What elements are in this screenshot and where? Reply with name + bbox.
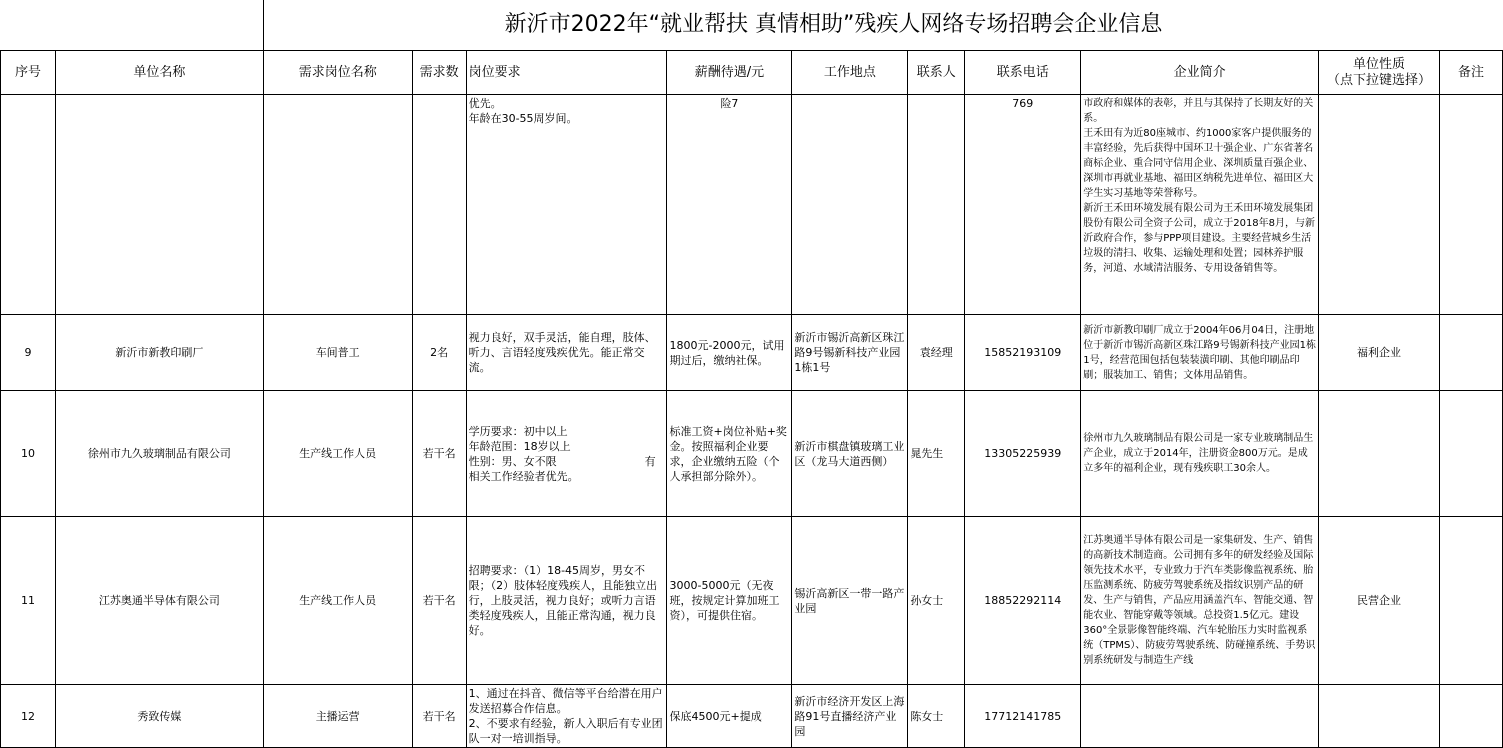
cell-nature[interactable]: 民营企业 bbox=[1319, 517, 1440, 685]
cell-company[interactable] bbox=[55, 95, 263, 315]
cell-requirements[interactable]: 视力良好，双手灵活，能自理，肢体、听力、言语轻度残疾优先。能正常交流。 bbox=[466, 315, 667, 391]
cell-contact[interactable]: 陈女士 bbox=[908, 685, 965, 748]
recruitment-table bbox=[0, 50, 1503, 748]
header-contact[interactable]: 联系人 bbox=[908, 51, 965, 95]
header-nature[interactable]: 单位性质 （点下拉键选择） bbox=[1319, 51, 1440, 95]
header-salary[interactable]: 薪酬待遇/元 bbox=[667, 51, 792, 95]
table-row bbox=[1, 95, 1503, 315]
cell-phone[interactable]: 15852193109 bbox=[965, 315, 1081, 391]
cell-intro[interactable]: 市政府和媒体的表彰，并且与其保持了长期友好的关系。 王禾田有为近80座城市、约1000家客户提供服务的丰富经验，先后获得中国环卫十强企业、广东省著名商标企业、重合同守信用企业、深圳质量百强企业、深圳市再就业基地、福田区纳税先进单位、福田区大学生实习基地等荣誉称号。 新沂王禾田环境发展有限公司为王禾田环境发展集团股份有限公司全资子公司，成立于2018年8月，与新沂政府合作，参与PPP项目建设。主要经营城乡生活垃圾的清扫、收集、运输处理和处置；园林养护服务，河道、水域清洁服务、专用设备销售等。 bbox=[1081, 95, 1319, 315]
cell-count[interactable]: 2名 bbox=[412, 315, 466, 391]
cell-salary[interactable]: 3000-5000元（无夜班，按规定计算加班工资），可提供住宿。 bbox=[667, 517, 792, 685]
cell-intro[interactable]: 徐州市九久玻璃制品有限公司是一家专业玻璃制品生产企业，成立于2014年，注册资金800万元。是成立多年的福利企业，现有残疾职工30余人。 bbox=[1081, 391, 1319, 517]
cell-position[interactable]: 主播运营 bbox=[263, 685, 412, 748]
table-row bbox=[1, 391, 1503, 517]
cell-count[interactable]: 若干名 bbox=[412, 391, 466, 517]
cell-location[interactable]: 新沂市锡沂高新区珠江路9号锡新科技产业园1栋1号 bbox=[792, 315, 908, 391]
cell-location[interactable]: 新沂市经济开发区上海路91号直播经济产业园 bbox=[792, 685, 908, 748]
cell-intro[interactable]: 新沂市新教印刷厂成立于2004年06月04日，注册地位于新沂市锡沂高新区珠江路9号锡新科技产业园1栋1号，经营范围包括包装装潢印刷、其他印刷品印刷；服装加工、销售；文体用品销售。 bbox=[1081, 315, 1319, 391]
cell-salary[interactable]: 险7 bbox=[667, 95, 792, 315]
cell-count[interactable]: 若干名 bbox=[412, 685, 466, 748]
header-requirements[interactable]: 岗位要求 bbox=[466, 51, 667, 95]
cell-phone[interactable]: 18852292114 bbox=[965, 517, 1081, 685]
cell-seq[interactable]: 9 bbox=[1, 315, 56, 391]
header-seq[interactable]: 序号 bbox=[1, 51, 56, 95]
cell-contact[interactable]: 孙女士 bbox=[908, 517, 965, 685]
cell-contact[interactable] bbox=[908, 95, 965, 315]
cell-requirements[interactable]: 1、通过在抖音、微信等平台给潜在用户发送招募合作信息。 2、不要求有经验，新人入职后有专业团队一对一培训指导。 bbox=[466, 685, 667, 748]
cell-position[interactable] bbox=[263, 95, 412, 315]
cell-count[interactable] bbox=[412, 95, 466, 315]
table-row bbox=[1, 685, 1503, 748]
cell-company[interactable]: 徐州市九久玻璃制品有限公司 bbox=[55, 391, 263, 517]
cell-salary[interactable]: 1800元-2000元，试用期过后，缴纳社保。 bbox=[667, 315, 792, 391]
cell-seq[interactable]: 12 bbox=[1, 685, 56, 748]
table-row bbox=[1, 315, 1503, 391]
cell-nature[interactable]: 福利企业 bbox=[1319, 315, 1440, 391]
title-left-cell[interactable] bbox=[0, 0, 264, 50]
header-position[interactable]: 需求岗位名称 bbox=[263, 51, 412, 95]
cell-seq[interactable] bbox=[1, 95, 56, 315]
cell-location[interactable]: 新沂市棋盘镇玻璃工业区（龙马大道西侧） bbox=[792, 391, 908, 517]
cell-contact[interactable]: 晁先生 bbox=[908, 391, 965, 517]
cell-phone[interactable]: 13305225939 bbox=[965, 391, 1081, 517]
header-phone[interactable]: 联系电话 bbox=[965, 51, 1081, 95]
cell-position[interactable]: 生产线工作人员 bbox=[263, 391, 412, 517]
cell-seq[interactable]: 11 bbox=[1, 517, 56, 685]
cell-remark[interactable] bbox=[1439, 391, 1502, 517]
title-row bbox=[0, 0, 1503, 51]
cell-intro[interactable]: 江苏奥通半导体有限公司是一家集研发、生产、销售的高新技术制造商。公司拥有多年的研发经验及国际领先技术水平，专业致力于汽车类影像监视系统、胎压监测系统、防疲劳驾驶系统及指纹识别产品的研发、生产与销售，产品应用涵盖汽车、智能交通、智能农业、智能穿戴等领域。总投资1.5亿元。建设360°全景影像智能终端、汽车轮胎压力实时监视系统（TPMS）、防疲劳驾驶系统、防碰撞系统、手势识别系统研发与制造生产线 bbox=[1081, 517, 1319, 685]
cell-remark[interactable] bbox=[1439, 517, 1502, 685]
cell-remark[interactable] bbox=[1439, 685, 1502, 748]
cell-seq[interactable]: 10 bbox=[1, 391, 56, 517]
header-row bbox=[1, 51, 1503, 95]
cell-company[interactable]: 秀致传媒 bbox=[55, 685, 263, 748]
header-count[interactable]: 需求数 bbox=[412, 51, 466, 95]
cell-intro[interactable] bbox=[1081, 685, 1319, 748]
cell-requirements[interactable]: 优先。 年龄在30-55周岁间。 bbox=[466, 95, 667, 315]
cell-nature[interactable] bbox=[1319, 685, 1440, 748]
cell-salary[interactable]: 保底4500元+提成 bbox=[667, 685, 792, 748]
cell-phone[interactable]: 769 bbox=[965, 95, 1081, 315]
cell-phone[interactable]: 17712141785 bbox=[965, 685, 1081, 748]
cell-remark[interactable] bbox=[1439, 315, 1502, 391]
cell-contact[interactable]: 袁经理 bbox=[908, 315, 965, 391]
cell-company[interactable]: 江苏奥通半导体有限公司 bbox=[55, 517, 263, 685]
header-intro[interactable]: 企业简介 bbox=[1081, 51, 1319, 95]
cell-salary[interactable]: 标准工资+岗位补贴+奖金。按照福利企业要求，企业缴纳五险（个人承担部分除外）。 bbox=[667, 391, 792, 517]
cell-location[interactable] bbox=[792, 95, 908, 315]
header-company[interactable]: 单位名称 bbox=[55, 51, 263, 95]
cell-location[interactable]: 锡沂高新区一带一路产业园 bbox=[792, 517, 908, 685]
page-title[interactable]: 新沂市2022年“就业帮扶 真情相助”残疾人网络专场招聘会企业信息 bbox=[504, 12, 1163, 37]
cell-nature[interactable] bbox=[1319, 95, 1440, 315]
cell-remark[interactable] bbox=[1439, 95, 1502, 315]
cell-position[interactable]: 车间普工 bbox=[263, 315, 412, 391]
cell-count[interactable]: 若干名 bbox=[412, 517, 466, 685]
cell-requirements[interactable]: 学历要求：初中以上 年龄范围：18岁以上 性别：男、女不限 有相关工作经验者优先。 bbox=[466, 391, 667, 517]
header-remark[interactable]: 备注 bbox=[1439, 51, 1502, 95]
cell-nature[interactable] bbox=[1319, 391, 1440, 517]
cell-company[interactable]: 新沂市新教印刷厂 bbox=[55, 315, 263, 391]
cell-requirements[interactable]: 招聘要求：（1）18-45周岁，男女不限；（2）肢体轻度残疾人，且能独立出行，上肢灵活，视力良好；或听力言语类轻度残疾人，且能正常沟通，视力良好。 bbox=[466, 517, 667, 685]
cell-position[interactable]: 生产线工作人员 bbox=[263, 517, 412, 685]
header-location[interactable]: 工作地点 bbox=[792, 51, 908, 95]
table-row bbox=[1, 517, 1503, 685]
